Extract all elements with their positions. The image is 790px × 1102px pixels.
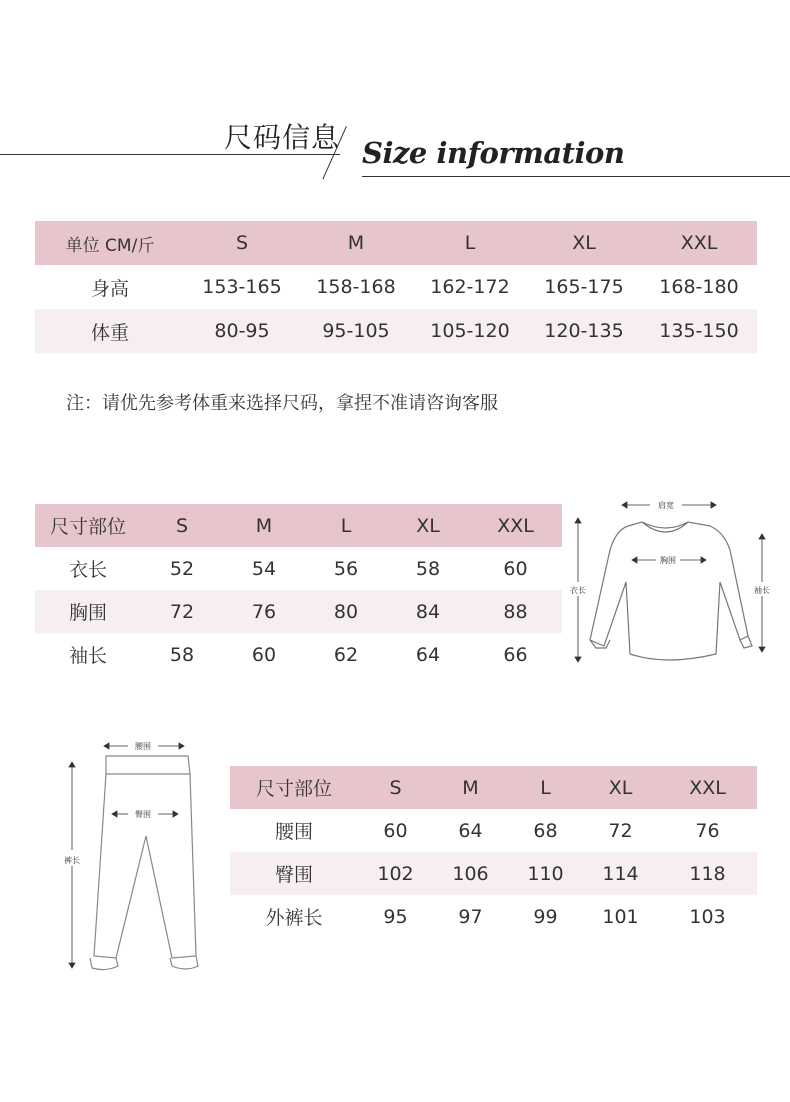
table-cell: 95-105 [322, 320, 390, 342]
table-cell: 99 [533, 905, 558, 928]
header-cell: XXL [680, 232, 718, 254]
pants-length-label: 裤长 [64, 856, 80, 865]
row-label: 体重 [90, 321, 129, 344]
title-chinese: 尺码信息 [224, 121, 341, 154]
table-cell: 114 [602, 862, 639, 885]
header-cell: XXL [689, 776, 726, 799]
table-cell: 60 [383, 819, 408, 842]
table-cell: 103 [689, 905, 726, 928]
table-cell: 153-165 [202, 276, 282, 298]
row-label: 臀围 [274, 864, 313, 886]
table-header-row [230, 766, 757, 809]
table-cell: 60 [503, 557, 528, 580]
table-cell: 80 [333, 600, 359, 623]
table-header-row [35, 504, 562, 547]
table-cell: 97 [458, 905, 483, 928]
table-cell: 52 [169, 557, 195, 580]
row-label: 衣长 [68, 559, 107, 581]
table-cell: 72 [608, 819, 633, 842]
header-cell: M [462, 776, 479, 799]
header-cell: 尺寸部位 [49, 516, 126, 538]
pants-outline [90, 756, 198, 970]
table-cell: 165-175 [544, 276, 624, 298]
row-label: 身高 [90, 277, 129, 300]
top-size-table [35, 504, 562, 676]
table-row [230, 852, 757, 895]
table-cell: 105-120 [430, 320, 510, 342]
header-cell: L [540, 776, 551, 799]
table-cell: 68 [533, 819, 558, 842]
table-cell: 54 [251, 557, 277, 580]
table-cell: 64 [415, 643, 441, 666]
header-cell: XXL [497, 514, 534, 537]
row-label: 腰围 [274, 821, 313, 843]
header-rule-right [362, 176, 790, 177]
header-cell: L [340, 514, 352, 537]
table-cell: 76 [695, 819, 720, 842]
table-cell: 58 [415, 557, 441, 580]
row-label: 胸围 [68, 602, 107, 624]
title-english: Size information [362, 136, 625, 170]
table-cell: 120-135 [544, 320, 624, 342]
row-label: 外裤长 [265, 907, 323, 929]
header-cell: XL [416, 514, 440, 537]
table-cell: 101 [602, 905, 639, 928]
table-cell: 58 [169, 643, 195, 666]
pants-length-arrow [69, 762, 75, 968]
shirt-outline [590, 522, 752, 660]
table-cell: 118 [689, 862, 726, 885]
height-weight-table [35, 221, 757, 353]
table-cell: 62 [333, 643, 359, 666]
table-row [230, 895, 757, 938]
waist-label: 腰围 [135, 742, 151, 751]
row-label: 袖长 [68, 645, 107, 667]
table-row [35, 309, 757, 353]
hip-label: 臀围 [135, 810, 151, 819]
header-cell: S [235, 232, 249, 254]
table-cell: 88 [503, 600, 528, 623]
table-row [35, 265, 757, 309]
length-label: 衣长 [570, 586, 586, 595]
header-cell: L [464, 232, 476, 254]
table-cell: 56 [333, 557, 359, 580]
table-header-row [35, 221, 757, 265]
table-cell: 80-95 [214, 320, 270, 342]
table-cell: 162-172 [430, 276, 510, 298]
header-cell: 单位 CM/斤 [65, 235, 155, 256]
table-cell: 135-150 [659, 320, 739, 342]
table-row [35, 590, 562, 633]
table-row [230, 809, 757, 852]
table-cell: 84 [415, 600, 441, 623]
table-cell: 158-168 [316, 276, 396, 298]
header-cell: S [175, 514, 189, 537]
header-cell: XL [572, 232, 596, 254]
table-cell: 95 [383, 905, 408, 928]
table-cell: 102 [377, 862, 414, 885]
pants-measurement-diagram [50, 732, 220, 982]
header-cell: XL [608, 776, 633, 799]
size-note: 注：请优先参考体重来选择尺码，拿捏不准请咨询客服 [66, 393, 498, 414]
table-row [35, 547, 562, 590]
shirt-measurement-diagram [570, 490, 780, 680]
table-cell: 110 [527, 862, 564, 885]
chest-label: 胸围 [660, 556, 676, 565]
table-cell: 66 [503, 643, 528, 666]
header-cell: 尺寸部位 [255, 778, 332, 800]
table-cell: 60 [251, 643, 277, 666]
table-cell: 64 [458, 819, 483, 842]
sleeve-label: 袖长 [754, 586, 770, 595]
table-cell: 72 [169, 600, 195, 623]
pants-size-table [230, 766, 757, 938]
table-cell: 106 [452, 862, 489, 885]
table-cell: 76 [251, 600, 277, 623]
table-cell: 168-180 [659, 276, 739, 298]
header-cell: S [389, 776, 402, 799]
header-cell: M [347, 232, 365, 254]
table-row [35, 633, 562, 676]
shoulder-label: 肩宽 [658, 501, 674, 510]
header-cell: M [255, 514, 273, 537]
